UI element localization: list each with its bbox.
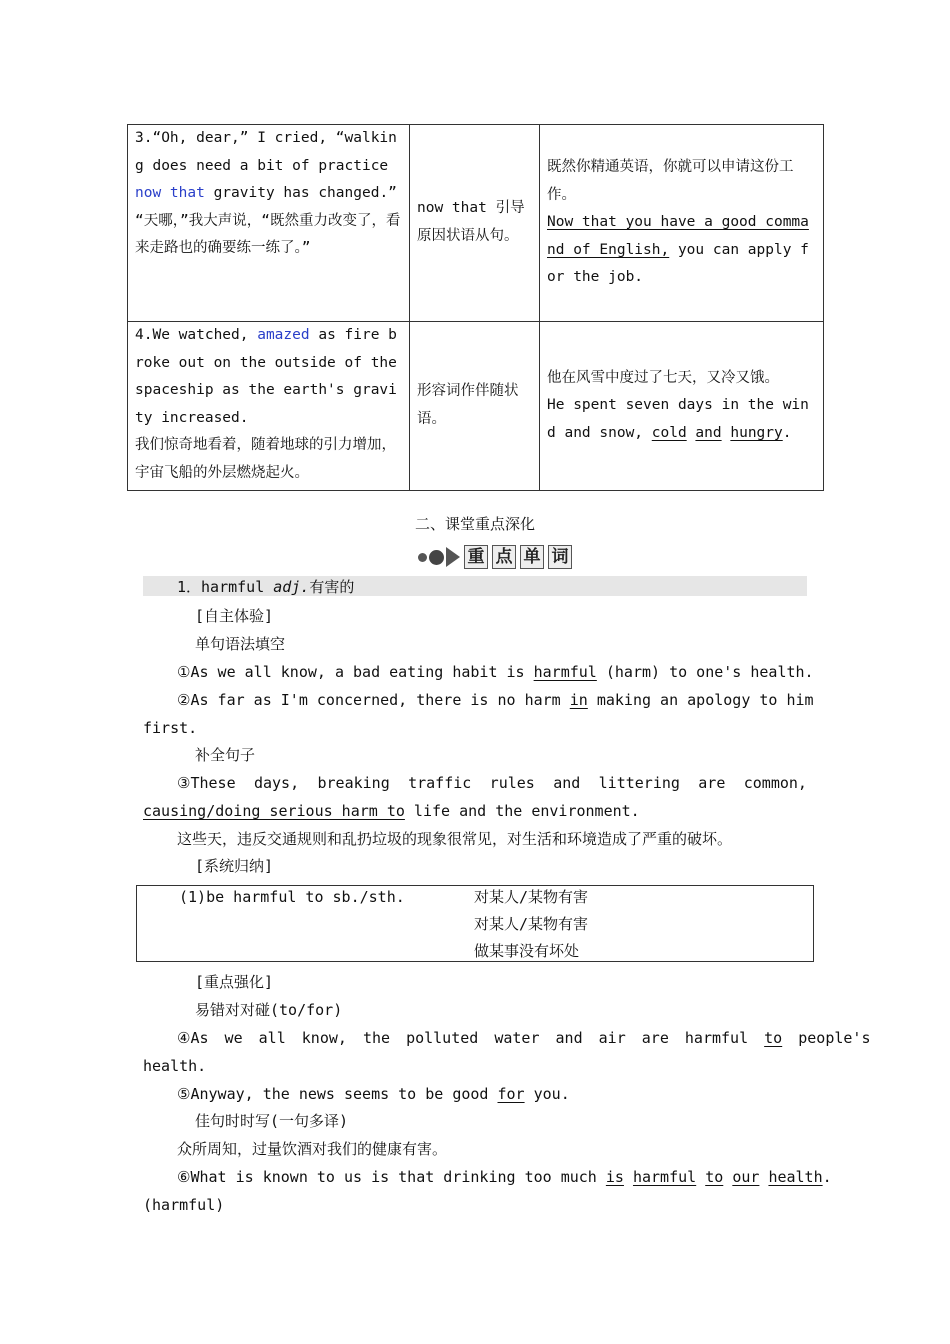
example-translation: “天哪，”我大声说，“既然重力改变了，看来走路也的确要练一练了。” [135, 212, 401, 257]
summary-meaning: 对某人/某物有害 [474, 888, 589, 906]
answer-text: health [768, 1168, 823, 1186]
summary-meaning: 做某事没有坏处 [474, 942, 580, 960]
note-cell: 形容词作伴随状语。 [410, 322, 540, 491]
dot-large-icon [429, 550, 444, 565]
question-3-translation: 这些天，违反交通规则和乱扔垃圾的现象很常见，对生活和环境造成了严重的破坏。 [177, 830, 733, 848]
answer-text: to [764, 1029, 783, 1047]
question-2: ②As far as I'm concerned, there is no harm in making an apology to him [177, 691, 814, 709]
summary-label: [系统归纳] [195, 857, 274, 875]
banner-char: 重 [464, 545, 488, 569]
answer-text: in [569, 691, 588, 709]
highlight-phrase: amazed [257, 327, 310, 343]
translation-sentence: 众所周知，过量饮酒对我们的健康有害。 [177, 1140, 448, 1158]
confuse-label: 易错对对碰(to/for) [195, 1001, 343, 1019]
answer-text: hungry [730, 424, 783, 441]
arrow-icon [446, 547, 460, 567]
answer-text: for [497, 1085, 525, 1103]
table-row [128, 322, 824, 491]
question-2-cont: first. [143, 719, 198, 737]
answer-text: to [705, 1168, 724, 1186]
example-translation: 我们惊奇地看着，随着地球的引力增加，宇宙飞船的外层燃烧起火。 [135, 437, 396, 481]
question-1: ①As we all know, a bad eating habit is harmful (harm) to one's health. [177, 663, 814, 681]
practice-cell: 他在风雪中度过了七天，又冷又饿。 He spent seven days in the wind and snow, cold and hungry. [540, 322, 824, 491]
answer-text: and [695, 424, 722, 441]
key-words-banner [418, 543, 572, 571]
banner-char: 词 [548, 545, 572, 569]
note-cell: now that 引导原因状语从句。 [410, 125, 540, 322]
banner-char: 点 [492, 545, 516, 569]
complete-sentence-label: 补全句子 [195, 746, 256, 764]
highlight-phrase: now that [135, 185, 205, 202]
answer-text: cold [651, 424, 687, 441]
answer-text: harmful [632, 1168, 697, 1186]
grammar-table [127, 124, 824, 491]
table-row [128, 125, 824, 322]
answer-text: Now that you have a good command of English, [547, 214, 809, 258]
question-4: ④As we all know, the polluted water and air are harmful to people's [177, 1029, 871, 1047]
summary-box [136, 885, 814, 962]
summary-phrase: (1)be harmful to sb./sth. [179, 888, 405, 906]
fill-blank-label: 单句语法填空 [195, 635, 286, 653]
self-experience-label: [自主体验] [195, 607, 274, 625]
banner-char: 单 [520, 545, 544, 569]
question-3-cont: causing/doing serious harm to life and the environment. [143, 802, 640, 820]
summary-meaning: 对某人/某物有害 [474, 915, 589, 933]
question-4-cont: health. [143, 1057, 207, 1075]
dot-small-icon [418, 553, 427, 562]
answer-text: is [605, 1168, 624, 1186]
entry-heading: 1．harmful adj.有害的 [143, 576, 807, 596]
practice-cell: 既然你精通英语，你就可以申请这份工作。 Now that you have a good command of English, you can apply for the job. [540, 125, 824, 322]
answer-text: our [732, 1168, 760, 1186]
focus-label: [重点强化] [195, 973, 274, 991]
translation-label: 佳句时时写(一句多译) [195, 1112, 349, 1130]
example-cell: 3.“Oh, dear,” I cried, “walking does need a bit of practice now that gravity has changed.” “天哪，”我大声说，“既然重力改变了，看来走路也的确要练一练了。” [128, 125, 410, 322]
question-5: ⑤Anyway, the news seems to be good for you. [177, 1085, 570, 1103]
question-3: ③These days, breaking traffic rules and littering are common, [177, 774, 807, 792]
question-6-cont: (harmful) [143, 1196, 225, 1214]
answer-text: causing/doing serious harm to [143, 802, 405, 820]
answer-text: harmful [533, 663, 597, 681]
example-cell: 4.We watched, amazed as fire broke out on the outside of the spaceship as the earth's gravity increased. 我们惊奇地看着，随着地球的引力增加，宇宙飞船的外层燃烧起火。 [128, 322, 410, 491]
question-6: ⑥What is known to us is that drinking too much is harmful to our health. [177, 1168, 832, 1186]
section-title: 二、课堂重点深化 [414, 515, 535, 533]
